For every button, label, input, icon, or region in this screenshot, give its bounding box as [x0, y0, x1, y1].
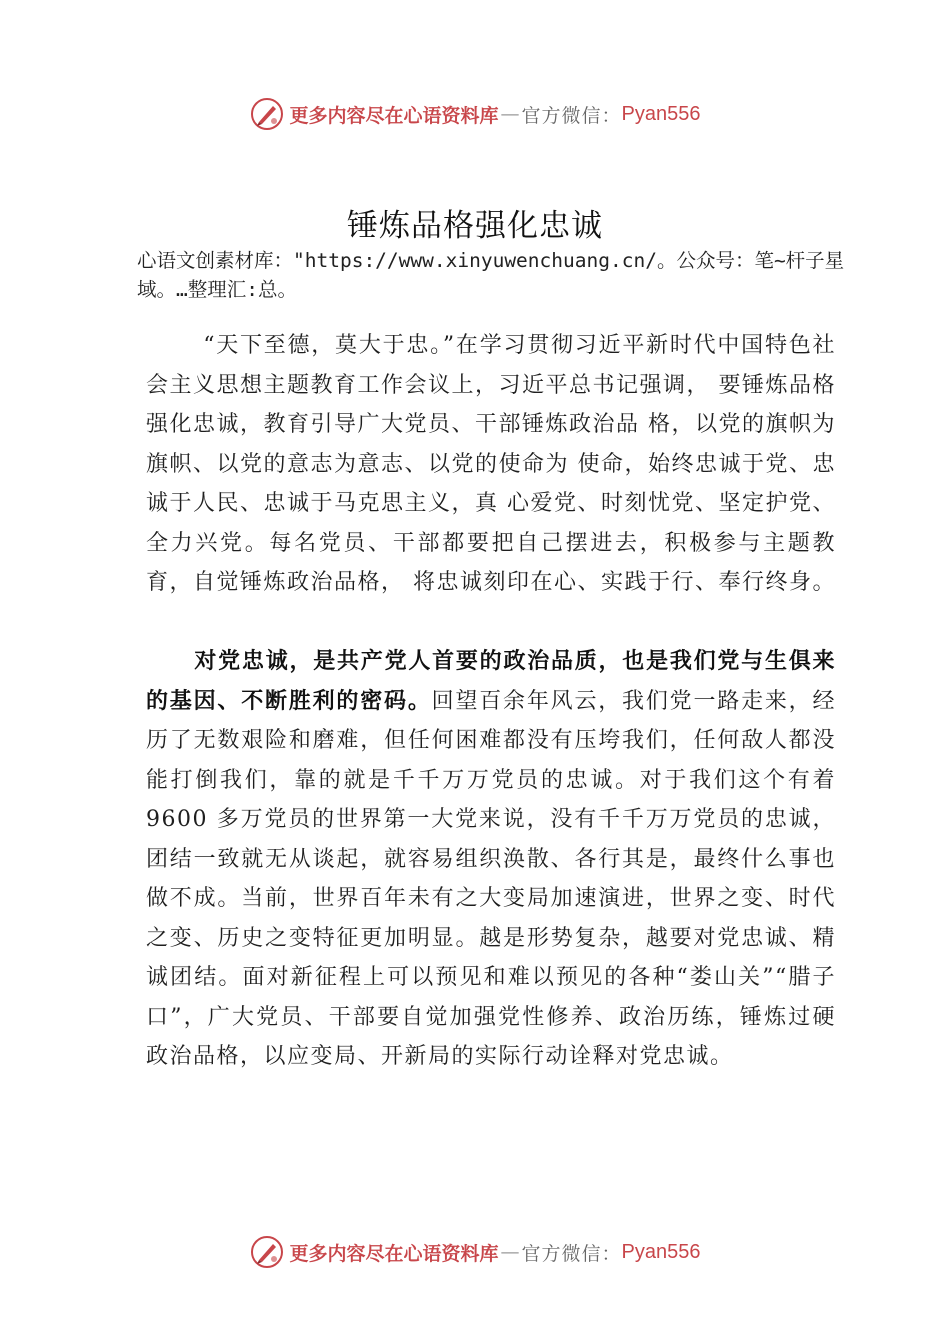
wechat-label: 官方微信： [521, 1242, 622, 1265]
paragraph-2 [146, 642, 836, 1077]
banner-separator: — [500, 1241, 520, 1263]
promo-text: 更多内容尽在心语资料库 [289, 1242, 499, 1265]
paragraph-2-rest: 回望百余年风云，我们党一路走来，经历了无数艰险和磨难，但任何困难都没有压垮我们，任何敌人都没能打倒我们，靠的就是千千万万党员的忠诚。对于我们这个有着 9600 多万党员的世界第一大党来说，没有千千万万党员的忠诚，团结一致就无从谈起，就容易组织涣散、各行其是，最终什么事也做不成。当前，世界百年未有之大变局加速演进，世界之变、时代之变、历史之变特征更加明显。越是形势复杂，越要对党忠诚、精诚团结。面对新征程上可以预见和难以预见的各种“娄山关”“腊子口”，广大党员、干部要自觉加强党性修养、政治历练，锤炼过硬政治品格，以应变局、开新局的实际行动诠释对党忠诚。 [146, 688, 836, 1069]
paragraph-1: “天下至德，莫大于忠。”在学习贯彻习近平新时代中国特色社会主义思想主题教育工作会议上，习近平总书记强调， 要锤炼品格强化忠诚，教育引导广大党员、干部锤炼政治品 格，以党的旗帜为旗帜、以党的意志为意志、以党的使命为 使命，始终忠诚于党、忠诚于人民、忠诚于马克思主义，真 心爱党、时刻忧党、坚定护党、全力兴党。每名党员、干部都要把自己摆进去，积极参与主题教育，自觉锤炼政治品格， 将忠诚刻印在心、实践于行、奉行终身。 [146, 333, 836, 595]
wechat-label: 官方微信： [521, 104, 622, 127]
source-line: 心语文创素材库："https://www.xinyuwenchuang.cn/。公众号：笔~杆子星域。…整理汇:总。 [137, 249, 845, 301]
footer-banner [0, 1230, 950, 1274]
document-title: 锤炼品格强化忠诚 [347, 208, 603, 244]
paragraph-2-lead: 对党忠诚，是共产党人首要的政治品质，也是我们党与生俱来的基因、不断胜利的密码。 [146, 649, 836, 714]
pen-logo-icon [250, 97, 284, 131]
pen-logo-icon [250, 1235, 284, 1269]
promo-text: 更多内容尽在心语资料库 [289, 104, 499, 127]
wechat-id: Pyan556 [621, 1240, 701, 1263]
header-banner [0, 92, 950, 136]
banner-separator: — [500, 103, 520, 125]
wechat-id: Pyan556 [621, 102, 701, 125]
